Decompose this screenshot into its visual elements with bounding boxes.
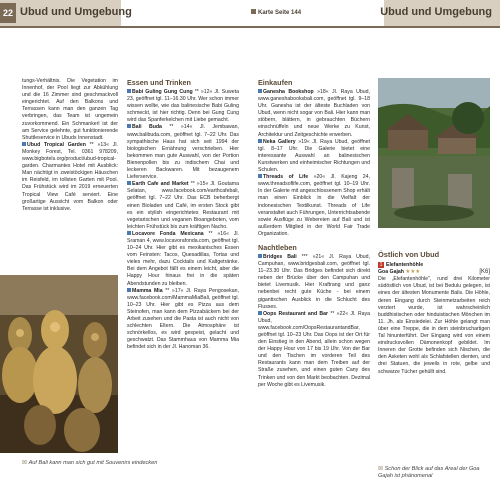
listing-name: Locavore Fonda Mexicana	[132, 230, 204, 237]
souvenir-statues-image	[0, 275, 118, 453]
listing-text: *** »21« Jl. Raya Ubud, Campuhan, www.bridgesbali.com, geöffnet tgl. 11–23.30 Uhr. Das Bridges befindet sich direkt neben der Brücke über den Campuhan und bietet Livemusik. Hier Kraftrang und ganz nebenbei recht gute Küche - bei einem gigantischen Ausblick in die Schlucht des Flusses.	[258, 253, 370, 310]
rating-stars: ★★★	[405, 269, 421, 276]
listing-marker-icon	[127, 89, 131, 93]
listing-text: ** »17« Jl. Raya Pengosekan, www.facebook.com/MammaMiaBali, geöffnet tgl. 10–23 Uhr. Hier gibt es Pizza aus dem Steinofen, man kann dem Pizzabäckern bei der Arbeit zusehen und die Pasta ist auch nicht von schlechten Eltern. Die Atmosphäre ist schnörkellos, es wird gespeist, gelacht und geschwatzt. Das Stammhaus von Mamma Mia befindet sich in der Jl. Hanoman 36.	[127, 287, 239, 351]
header-rule	[0, 26, 500, 28]
listing-text: ** »14« Jl. Jembawan, www.balibuda.com, geöffnet tgl. 7–22 Uhr. Das sympathische Haus hat sich seit 1994 der biologischen Ernährung verschrieben. Hier bekommen man gute Auswahl, von der Portion Bienenpollen bis zu indischem Chai und leckeren Backwaren. Mit bezaugenem Lieferservice.	[127, 124, 239, 181]
poi-name: Elefantenhöhle	[386, 262, 424, 269]
listing-ganesha	[258, 89, 370, 139]
listing-earth-cafe	[127, 181, 239, 231]
listing-name: Oops Restaurant and Bar	[263, 310, 329, 317]
listing-bali-buda	[127, 124, 239, 181]
listing-marker-icon	[258, 311, 262, 315]
poi-description: Die „Elefantenhöhle", rund drei Kilometer südöstlich von Ubud, ist bei Bedulu gelegen, ist eines der ältesten Monumente Balis. Die Höhle, deren Eingang durch Steinmetzarbeiten reich verziert wurde, ist wahrscheinlich buddhistischen oder hinduistischen Mönchen im 11. Jh. als Einsiedelei. Zur Höhle gelangt man über eine Treppe, die in dem steinbruchartigen Tal hinunterführt. Der Eingang wird von einem eindrucksvollen Dämonenkopf gebildet. Im Inneren der Grotte befinden sich Nischen, die den Asketen wohl als Schlafstellen dienten, und drei Statuen, die jeweils in rote, gelbe und schwarze Tücher gehüllt sind.	[378, 276, 490, 375]
caption-souvenirs	[22, 460, 242, 467]
poi-subheader	[378, 269, 490, 276]
caption-goa-gajah	[378, 466, 490, 481]
heading-einkaufen: Einkaufen	[258, 78, 293, 87]
listing-text: »20« Jl. Kajeng 24, www.threadsoflife.com, geöffnet tgl. 10–19 Uhr. In der Galerie mit angeschlossenem Shop erhält man einen Einblick in die Vielfalt der indonesischen Textilkunst. Threads of Life veranstaltet auch Führungen, Unterrichtsabende sowie Ausflüge zu Webereien auf Bali und ist außerdem Mitglied in der World Fair Trade Organization.	[258, 174, 370, 237]
listing-text: ** »15« Jl. Goutama Selatan, www.facebook.com/earthcafebali, geöffnet tgl. 7–22 Uhr. Das ECB beherbergt einen Bioladen und Café, im ersten Stock gibt es ein stylish eingerichtetes Restaurant mit vegetarischen und veganen Bioangeboten, vom leichten Frühstück bis zum kräftigen Nacho.	[127, 181, 239, 230]
listing-marker-icon	[127, 231, 131, 235]
map-reference-text: Karte Seite 144	[258, 10, 302, 16]
listing-threads-of-life	[258, 174, 370, 238]
listing-name: Bali Buda	[132, 124, 162, 131]
listing-marker-icon	[258, 139, 262, 143]
listing-name: Mamma Mia	[132, 287, 163, 294]
listing-text: ** »16« Jl. Sraman 4, www.locavorafonda.com, geöffnet tgl. 10–24 Uhr. Hier gibt es mexikanisches Essen vom Feinsten: Tacos, Quesadillas, Tortas und vieles mehr, dazu Cocktails und Kaltgetränke. Bei dem Angebot fällt es einem leicht, aber die Happy Hour hinaus frei in die späten Abendstunden zu bleiben.	[127, 230, 239, 287]
caption-arrow-icon: ☒	[22, 460, 29, 466]
caption-text: Schon der Blick auf das Areal der Goa Gajah ist phänomenal	[378, 466, 480, 480]
listing-marker-icon	[127, 288, 131, 292]
section-title-right: Ubud und Umgebung	[380, 6, 492, 18]
listing-marker-icon	[127, 124, 131, 128]
listing-babi-guling	[127, 89, 239, 124]
listing-text: ** »22« Jl. Raya Ubud, www.facebook.com/OopsRestaurantandBar, geöffnet tgl. 10–23 Uhr. Das Oops ist der Ort für den Einstieg in den Abend, allein schon wegen der Happy Hour von 17 bis 19 Uhr. Von der Bar und den Tischen im vorderen Teil des Restaurants kann man dem Treiben auf der Straße zusehen, und einen guten Cany des Trinken und von den Markt beobachten. Dezimal per Woche gibt es Livemusik.	[258, 310, 370, 388]
column-4	[378, 251, 490, 376]
page-number: 22	[0, 3, 16, 23]
ubud-landscape-photo	[378, 78, 490, 228]
listing-marker-icon	[127, 181, 131, 185]
listing-marker-icon	[258, 174, 262, 178]
listing-name: Threads of Life	[263, 174, 309, 181]
heading-oestlich-von-ubud: Östlich von Ubud	[378, 250, 440, 259]
listing-name: Bridges Bali	[263, 253, 297, 260]
col1-intro: tungs-Verhältnis. Die Vegetation im Innenhof, der Pool liegt zur Abkühlung und die 16 Zimmer sind geschmackvoll eingerichtet. Auf den Balkons und Terrassen kann man den ganzen Tag verbringen, das Team ist ungemein zuvorkommend. Ein Schmankerl ist der am Service gelehnte, gut funktionierende Shuttleservice in Ubuds Innenstadt.	[22, 78, 118, 141]
column-2	[127, 78, 239, 351]
column-3	[258, 78, 370, 389]
map-grid-ref: [K6]	[479, 269, 490, 276]
map-reference	[251, 9, 301, 16]
poi-subtitle	[378, 269, 420, 276]
heading-nachtleben: Nachtleben	[258, 242, 297, 252]
listing-locavore	[127, 231, 239, 288]
caption-text: Auf Bali kann man sich gut mit Souvenirs eindecken	[28, 460, 158, 466]
listing-bridges-bali	[258, 254, 370, 311]
goa-gajah-landscape-image	[378, 78, 490, 228]
listing-mamma-mia	[127, 288, 239, 352]
section-title-left: Ubud und Umgebung	[20, 6, 132, 18]
listing-text: »19« Jl. Raya Ubud, geöffnet tgl. 8–17 Uhr. Die Galerie bietet eine interessante Auswahl an balinesischen Kunstwerken und einheimischer Richtungen und Schulen.	[258, 138, 370, 174]
listing-marker-icon	[258, 254, 262, 258]
heading-essen-trinken: Essen und Trinken	[127, 78, 191, 87]
listing-marker-icon	[22, 142, 26, 146]
listing-marker-icon	[258, 89, 262, 93]
map-square-icon	[251, 9, 256, 14]
listing-neka-gallery	[258, 139, 370, 174]
listing-text: ** »12« Jl. Suweta 23, geöffnet tgl. 11–16.30 Uhr. Wer schon immer wissen wollte, wie das balinesische Babi Guling schmeckt, ist hier richtig. Denn bei Gung Cung wird das Spanferkelchen mit Liebe gemacht.	[127, 89, 239, 124]
listing-name: Babi Guling Gung Cung	[132, 89, 193, 95]
listing-name: Ganesha Bookshop	[263, 89, 314, 95]
column-1	[22, 78, 118, 213]
listing-name: Earth Cafe and Market	[132, 181, 189, 188]
page-header	[0, 0, 500, 26]
listing-name: Neka Gallery	[263, 138, 296, 145]
caption-arrow-icon: ☒	[378, 466, 385, 472]
entry-text: ** »13« Jl. Monkey Forest, Tel. 0361 978209, www.bigbotels.org/product/ubud-tropical-garden. Charmantes Hotel mit Ausblick: Man nächtigt in zweistöckigen Häuschen im Reisfeld, im tollsten Garten mit Pool. Das Frühstück wird im 2019 erneuerten Tropical View Café serviert. Eine großartige Aussicht vom Balkon oder Terrasse ist inklusive.	[22, 141, 118, 212]
col1-entry	[22, 142, 118, 213]
poi-number-badge: 1	[379, 262, 383, 269]
poi-subname: Goa Gajah	[378, 269, 404, 276]
souvenir-statues-photo	[0, 275, 118, 453]
listing-oops	[258, 311, 370, 389]
entry-name: Ubud Tropical Garden	[27, 141, 86, 148]
listing-text: »18« Jl. Raya Ubud, www.ganeshabooksbali.com, geöffnet tgl. 9–18 Uhr. Ganesha ist der älteste Buchladen von Ubud, wenn nicht sogar von Bali. Hier kann man stöbern, blättern, in gebrauchten Büchern einschnüffeln und neue Werke zu Kunst, Architektur und Zeitgeschichte erwerben.	[258, 89, 370, 138]
